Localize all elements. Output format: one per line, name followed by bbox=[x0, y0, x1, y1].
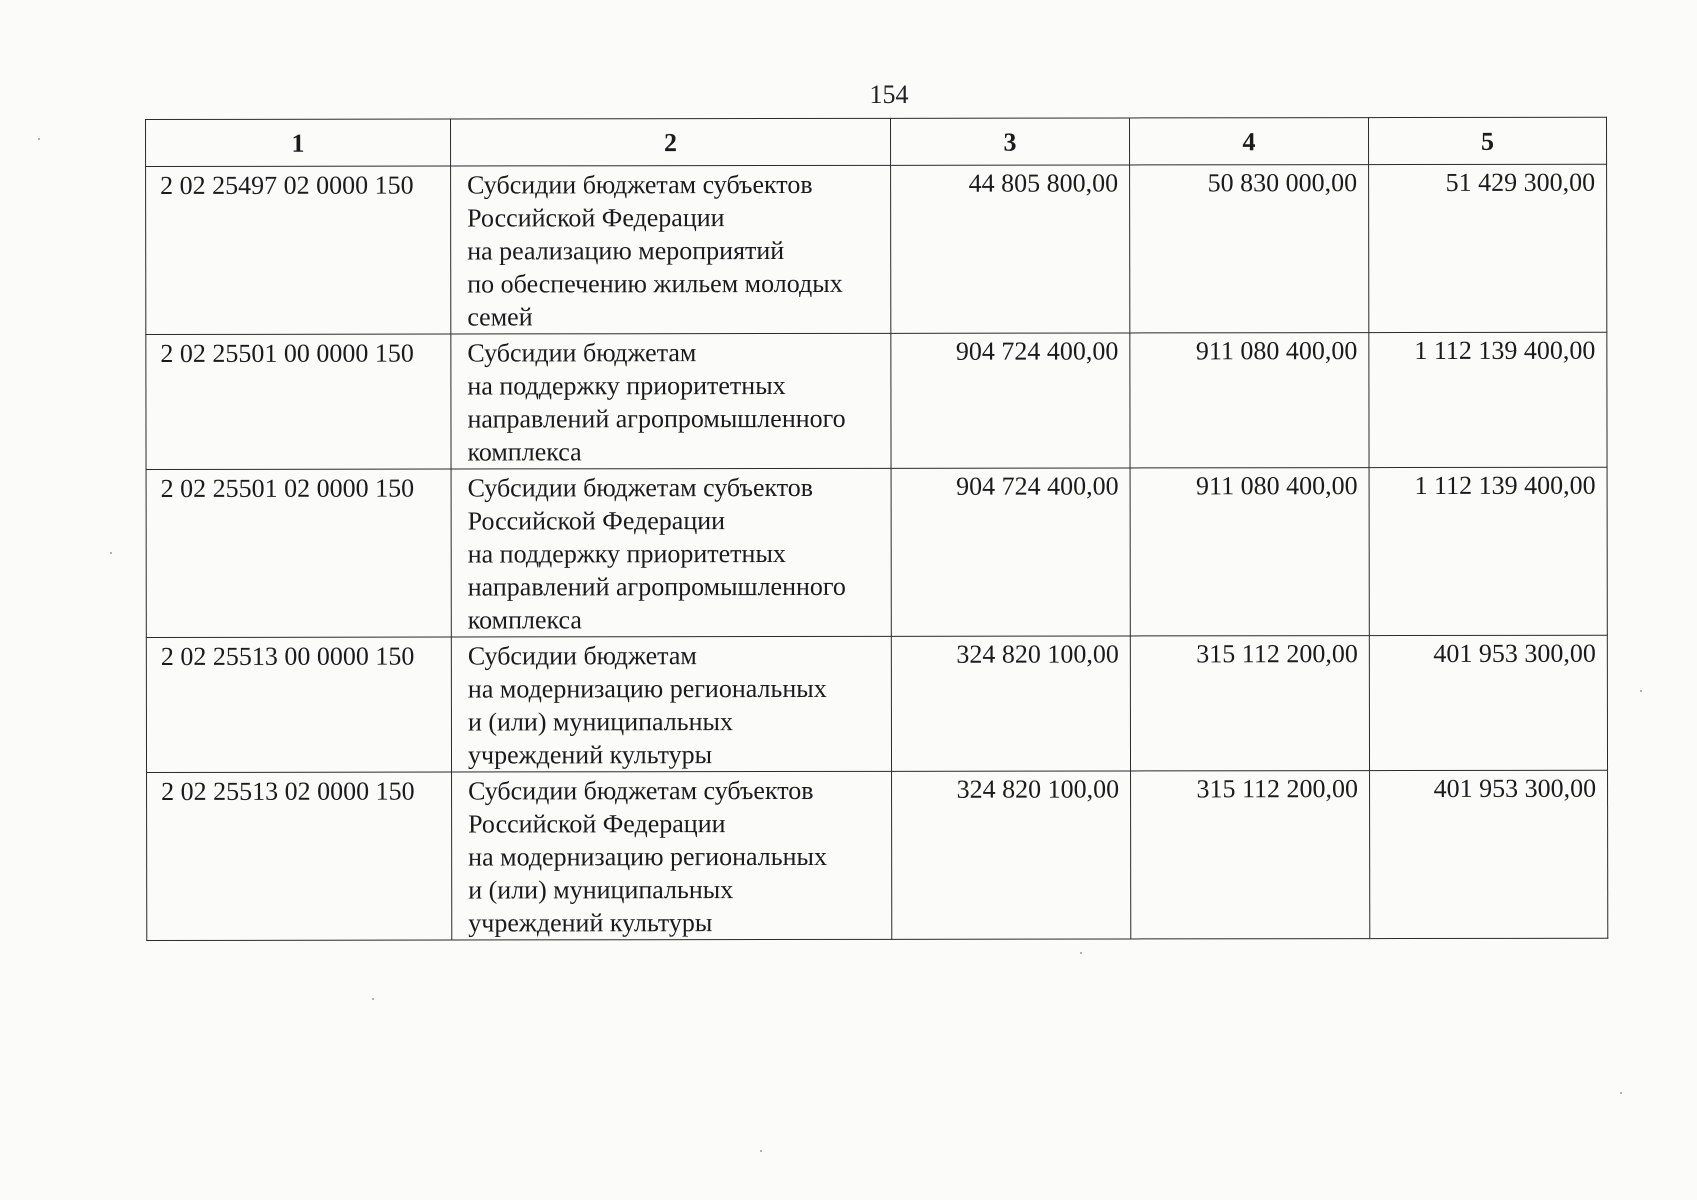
scan-speck bbox=[372, 998, 374, 1000]
amount-col5-cell: 51 429 300,00 bbox=[1369, 164, 1607, 332]
budget-code-cell: 2 02 25497 02 0000 150 bbox=[146, 166, 451, 334]
table-row bbox=[146, 467, 1607, 637]
amount-col5-cell: 1 112 139 400,00 bbox=[1369, 332, 1607, 467]
description-cell: Субсидии бюджетам субъектов Российской Федерации на реализацию мероприятий по обеспечению жильем молодых семей bbox=[451, 165, 891, 334]
column-header: 2 bbox=[451, 118, 891, 166]
amount-col4-cell: 50 830 000,00 bbox=[1130, 165, 1369, 333]
description-cell: Субсидии бюджетам на поддержку приоритетных направлений агропромышленного комплекса bbox=[451, 333, 891, 469]
amount-col4-cell: 911 080 400,00 bbox=[1130, 468, 1369, 636]
scan-speck bbox=[760, 1150, 762, 1152]
table-header-row bbox=[146, 117, 1607, 166]
amount-col3-cell: 324 820 100,00 bbox=[892, 771, 1131, 939]
amount-col5-cell: 401 953 300,00 bbox=[1370, 770, 1608, 938]
column-header: 1 bbox=[146, 119, 451, 166]
description-cell: Субсидии бюджетам субъектов Российской Федерации на модернизацию региональных и (или) муниципальных учреждений культуры bbox=[452, 771, 892, 940]
budget-table bbox=[145, 117, 1608, 941]
budget-code-cell: 2 02 25513 00 0000 150 bbox=[146, 637, 451, 772]
description-cell: Субсидии бюджетам на модернизацию региональных и (или) муниципальных учреждений культуры bbox=[451, 636, 891, 772]
amount-col3-cell: 44 805 800,00 bbox=[891, 165, 1130, 333]
amount-col3-cell: 904 724 400,00 bbox=[891, 333, 1130, 468]
amount-col5-cell: 401 953 300,00 bbox=[1369, 635, 1607, 770]
scan-speck bbox=[1080, 952, 1082, 954]
amount-col3-cell: 324 820 100,00 bbox=[891, 636, 1130, 771]
column-header: 3 bbox=[890, 118, 1129, 165]
amount-col5-cell: 1 112 139 400,00 bbox=[1369, 467, 1607, 635]
table-row bbox=[146, 332, 1607, 469]
table-row bbox=[146, 635, 1607, 772]
page-number: 154 bbox=[869, 80, 909, 109]
scan-speck bbox=[38, 138, 40, 140]
column-header: 5 bbox=[1368, 117, 1606, 164]
amount-col4-cell: 911 080 400,00 bbox=[1130, 333, 1369, 468]
table-row bbox=[146, 164, 1607, 334]
amount-col4-cell: 315 112 200,00 bbox=[1131, 771, 1370, 939]
table-row bbox=[147, 770, 1608, 940]
amount-col3-cell: 904 724 400,00 bbox=[891, 468, 1130, 636]
scan-speck bbox=[110, 552, 112, 554]
column-header: 4 bbox=[1129, 118, 1368, 165]
scan-speck bbox=[1620, 1092, 1622, 1094]
scan-speck bbox=[1640, 690, 1642, 692]
description-cell: Субсидии бюджетам субъектов Российской Федерации на поддержку приоритетных направлений агропромышленного комплекса bbox=[451, 468, 891, 637]
budget-code-cell: 2 02 25501 00 0000 150 bbox=[146, 334, 451, 469]
budget-code-cell: 2 02 25513 02 0000 150 bbox=[147, 772, 452, 940]
budget-code-cell: 2 02 25501 02 0000 150 bbox=[146, 469, 451, 637]
amount-col4-cell: 315 112 200,00 bbox=[1130, 636, 1369, 771]
